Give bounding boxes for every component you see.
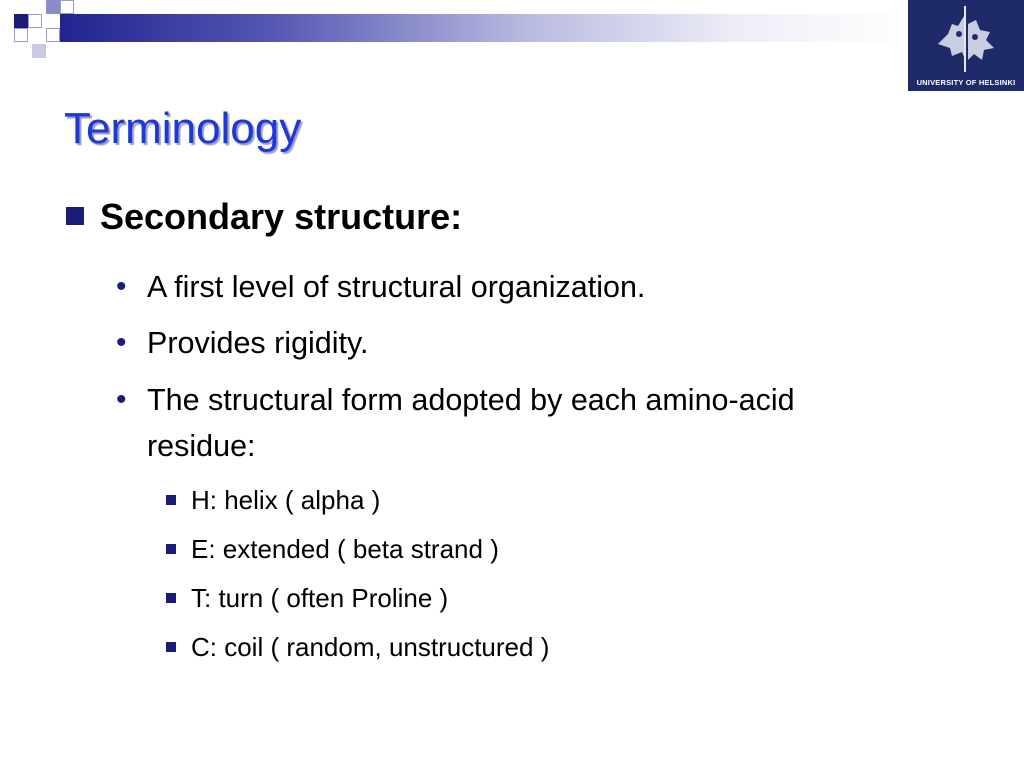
logo-text: UNIVERSITY OF HELSINKI — [916, 78, 1016, 87]
sub-bullet — [116, 320, 907, 366]
detail-bullet — [166, 484, 380, 516]
dot-bullet-icon: • — [116, 383, 127, 416]
square-bullet-icon — [66, 207, 84, 225]
detail-bullet-text: T: turn ( often Proline ) — [191, 583, 449, 613]
small-square-bullet-icon — [166, 495, 176, 505]
decor-square — [14, 14, 28, 28]
sub-bullet-text: The structural form adopted by each amino-acid residue: — [147, 383, 795, 463]
sub-bullet — [116, 377, 907, 469]
small-square-bullet-icon — [166, 593, 176, 603]
sub-bullet — [116, 264, 907, 310]
detail-bullet-text: E: extended ( beta strand ) — [191, 534, 499, 564]
sub-bullet-text: Provides rigidity. — [147, 326, 369, 360]
dot-bullet-icon: • — [116, 270, 127, 303]
main-bullet — [66, 196, 462, 238]
detail-bullet — [166, 533, 499, 565]
slide-title: Terminology — [64, 104, 302, 153]
detail-bullet-text: H: helix ( alpha ) — [191, 485, 381, 515]
decor-square — [46, 28, 60, 42]
small-square-bullet-icon — [166, 642, 176, 652]
university-logo — [908, 0, 1024, 91]
small-square-bullet-icon — [166, 544, 176, 554]
decor-square — [28, 14, 42, 28]
main-bullet-text: Secondary structure: — [100, 196, 463, 237]
detail-bullet-text: C: coil ( random, unstructured ) — [191, 632, 550, 662]
dot-bullet-icon: • — [116, 326, 127, 359]
sub-bullet-text: A first level of structural organization. — [147, 270, 646, 304]
header-gradient-bar — [60, 14, 910, 42]
decor-square — [14, 28, 28, 42]
decor-square — [32, 44, 46, 58]
helsinki-flame-icon — [930, 4, 1002, 74]
decor-square — [60, 0, 74, 14]
detail-bullet — [166, 582, 448, 614]
detail-bullet — [166, 631, 549, 663]
decor-square — [46, 0, 60, 14]
